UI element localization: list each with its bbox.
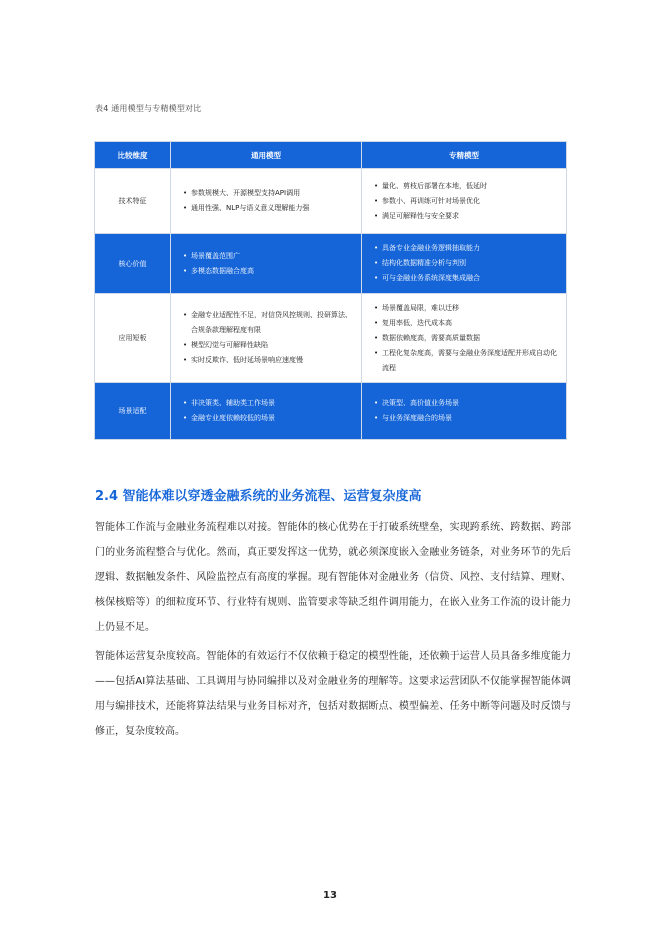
- table-caption: 表4 通用模型与专精模型对比: [95, 104, 202, 113]
- list-item: • 实时反欺诈、低时延场景响应速度慢: [183, 353, 355, 368]
- list-item: • 多模态数据融合度高: [183, 264, 355, 279]
- list-item: • 参数规模大、开源模型支持API调用: [183, 186, 355, 201]
- table-row: [95, 294, 567, 383]
- general-cell: [171, 383, 362, 440]
- list-item: • 与业务深度融合的场景: [374, 411, 560, 426]
- list-item: • 场景覆盖范围广: [183, 249, 355, 264]
- specialized-cell: [362, 169, 567, 234]
- list-item: • 决策型、高价值业务场景: [374, 396, 560, 411]
- table-row: [95, 169, 567, 234]
- paragraph-operations: 智能体运营复杂度较高。智能体的有效运行不仅依赖于稳定的模型性能，还依赖于运营人员具备多维度能力——包括AI算法基础、工具调用与协同编排以及对金融业务的理解等。这要求运营团队不仅能掌握智能体调用与编排技术，还能将算法结果与业务目标对齐，包括对数据断点、模型偏差、任务中断等问题及时反馈与修正，复杂度较高。: [95, 651, 571, 737]
- general-cell: [171, 294, 362, 383]
- section-title: 2.4 智能体难以穿透金融系统的业务流程、运营复杂度高: [95, 489, 422, 504]
- list-item: • 工程化复杂度高，需要与金融业务深度适配并形成自动化流程: [374, 346, 560, 376]
- general-cell: [171, 169, 362, 234]
- list-item: • 金融专业度依赖较低的场景: [183, 411, 355, 426]
- list-item: • 数据依赖度高，需要高质量数据: [374, 331, 560, 346]
- specialized-cell: [362, 294, 567, 383]
- list-item: • 模型幻觉与可解释性缺陷: [183, 338, 355, 353]
- list-item: • 量化、剪枝后部署在本地，低延时: [374, 179, 560, 194]
- general-cell: [171, 234, 362, 294]
- list-item: • 结构化数据精准分析与判别: [374, 256, 560, 271]
- row-dimension: 技术特征: [95, 169, 171, 234]
- row-dimension: 场景适配: [95, 383, 171, 440]
- list-item: • 满足可解释性与安全要求: [374, 209, 560, 224]
- list-item: • 参数小、再训练可针对场景优化: [374, 194, 560, 209]
- paragraph-workflow: 智能体工作流与金融业务流程难以对接。智能体的核心优势在于打破系统壁垒，实现跨系统、跨数据、跨部门的业务流程整合与优化。然而，真正要发挥这一优势，就必须深度嵌入金融业务链条，对业务环节的先后逻辑、数据触发条件、风险监控点有高度的掌握。现有智能体对金融业务（信贷、风控、支付结算、理财、核保核赔等）的细粒度环节、行业特有规则、监管要求等缺乏组件调用能力，在嵌入业务工作流的设计能力上仍显不足。: [95, 522, 571, 633]
- list-item: • 具备专业金融业务逻辑抽取能力: [374, 241, 560, 256]
- specialized-cell: [362, 234, 567, 294]
- list-item: • 场景覆盖局限，难以迁移: [374, 301, 560, 316]
- table-header-row: [95, 142, 567, 169]
- header-general-model: 通用模型: [171, 142, 362, 169]
- list-item: • 通用性强、NLP与语义意义理解能力强: [183, 201, 355, 216]
- list-item: • 非决策类、辅助类工作场景: [183, 396, 355, 411]
- list-item: • 金融专业适配性不足，对信贷风控规则、投研算法、合规条款理解程度有限: [183, 308, 355, 338]
- header-specialized-model: 专精模型: [362, 142, 567, 169]
- row-dimension: 核心价值: [95, 234, 171, 294]
- list-item: • 可与金融业务系统深度集成融合: [374, 271, 560, 286]
- specialized-cell: [362, 383, 567, 440]
- header-dimension: 比较维度: [95, 142, 171, 169]
- table-row: [95, 234, 567, 294]
- list-item: • 复用率低，迭代成本高: [374, 316, 560, 331]
- row-dimension: 应用短板: [95, 294, 171, 383]
- table-row: [95, 383, 567, 440]
- comparison-table: [94, 141, 567, 440]
- page-number: 13: [323, 890, 337, 901]
